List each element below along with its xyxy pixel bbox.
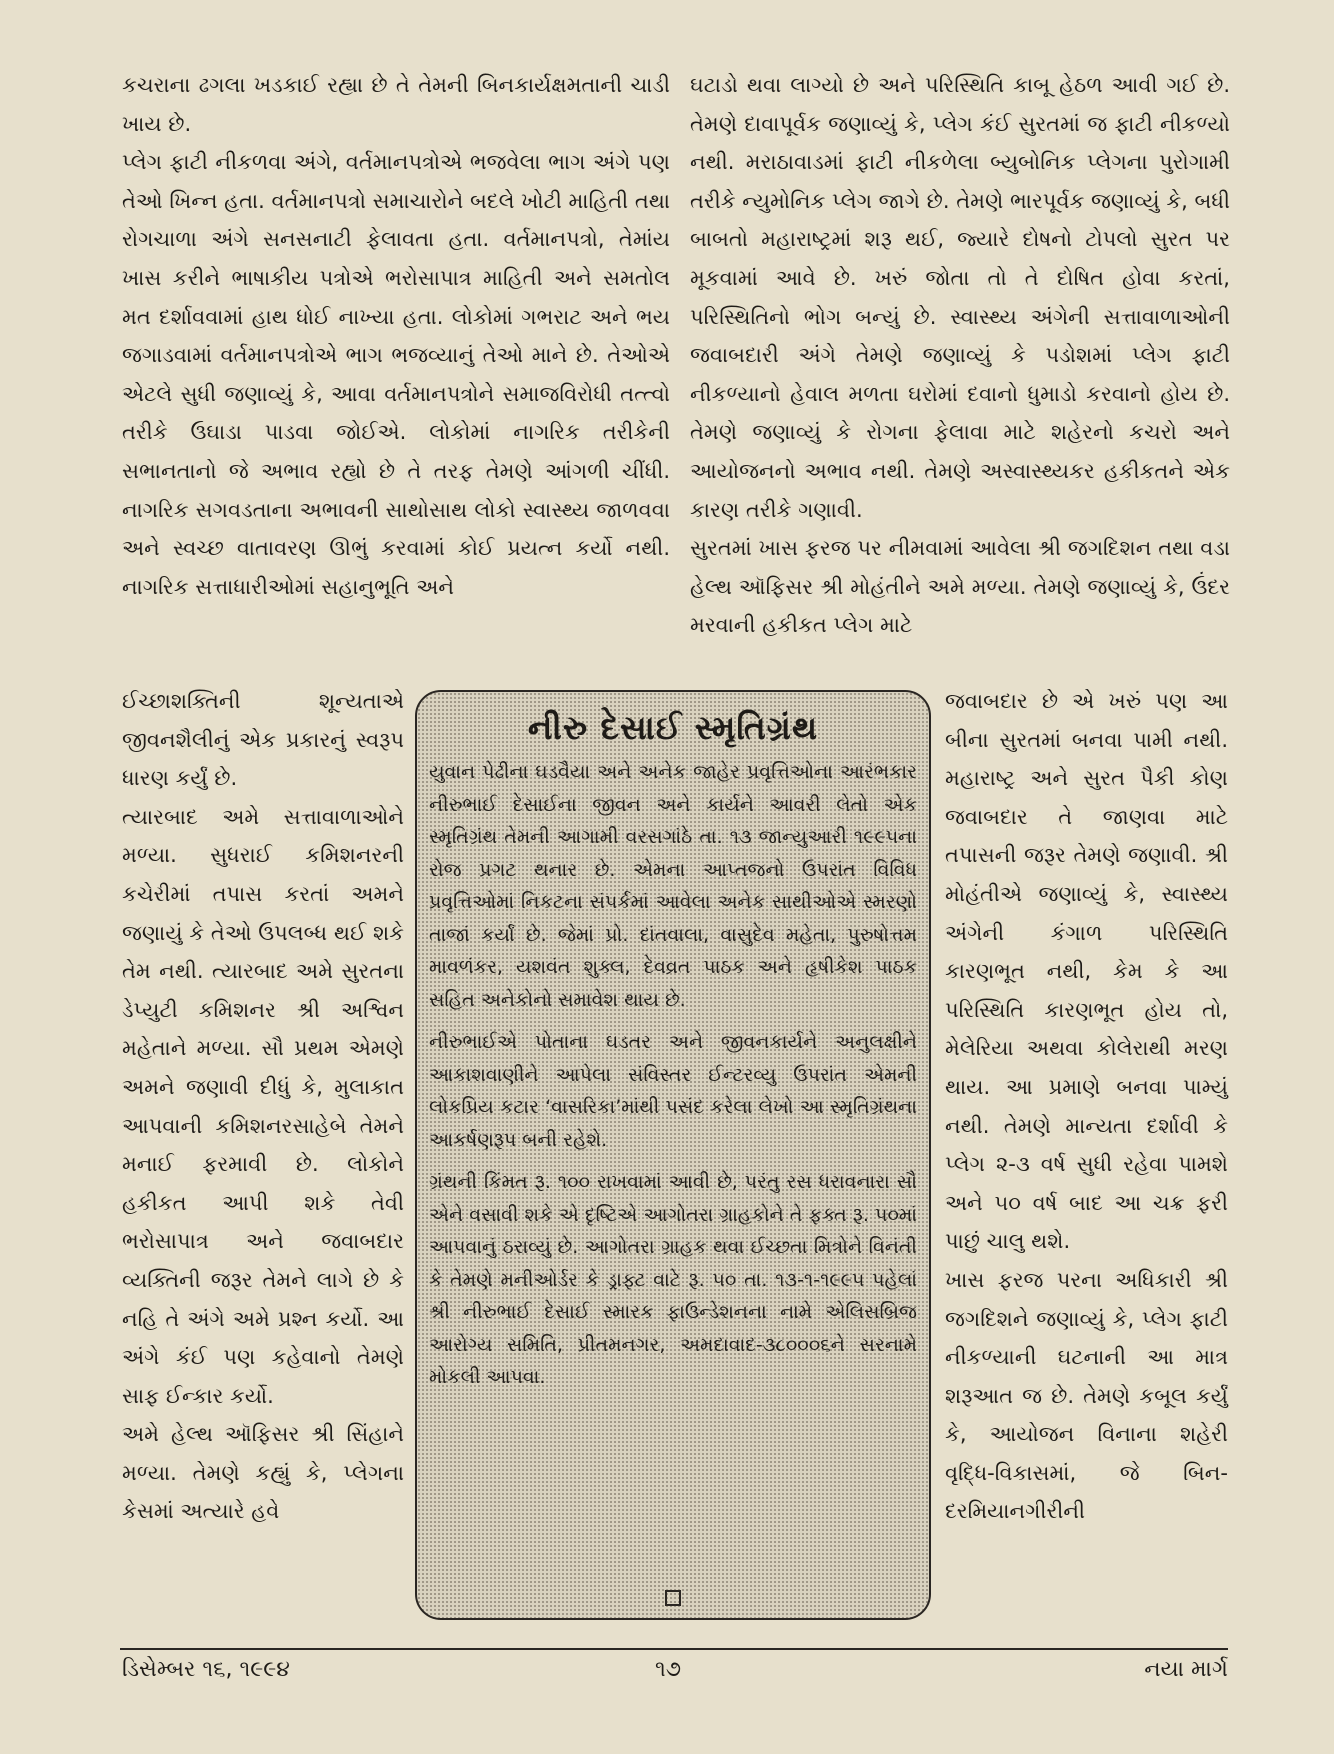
announcement-paragraph-2: નીરુભાઈએ પોતાના ઘડતર અને જીવનકાર્યને અનુલક્ષીને આકાશવાણીને આપેલા સંવિસ્તર ઈન્ટરવ્યુ ઉપરાંત એમની લોકપ્રિય કટાર ‘વાસરિકા’માંથી પસંદ કરેલા લેખો આ સ્મૃતિગ્રંથના આકર્ષણરૂપ બની રહેશે. [429,1031,917,1151]
page-number: ૧૭ [655,1657,682,1682]
footer-date: ડિસેમ્બર ૧૬, ૧૯૯૪ [122,1657,290,1682]
announcement-paragraph-1: યુવાન પેઢીના ઘડવૈયા અને અનેક જાહેર પ્રવૃત્તિઓના આરંભકાર નીરુભાઈ દેસાઈના જીવન અને કાર્યને આવરી લેતો એક સ્મૃતિગ્રંથ તેમની આગામી વરસગાંઠે તા. ૧૩ જાન્યુઆરી ૧૯૯૫ના રોજ પ્રગટ થનાર છે. એમના આપ્તજનો ઉપરાંત વિવિધ પ્રવૃત્તિઓમાં નિકટના સંપર્કમાં આવેલા અનેક સાથીઓએ સ્મરણો તાજાં કર્યાં છે. જેમાં પ્રો. દાંતવાલા, વાસુદેવ મહેતા, પુરુષોત્તમ માવળંકર, યશવંત શુક્લ, દેવવ્રત પાઠક અને હૃષીકેશ પાઠક સહિત અનેકોનો સમાવેશ થાય છે. [429,761,917,1011]
article-column-left-top: કચરાના ઢગલા ખડકાઈ રહ્યા છે તે તેમની બિનકાર્યક્ષમતાની ચાડી ખાય છે. પ્લેગ ફાટી નીકળવા અંગે, વર્તમાનપત્રોએ ભજવેલા ભાગ અંગે પણ તેઓ ખિન્ન હતા. વર્તમાનપત્રો સમાચારોને બદલે ખોટી માહિતી તથા રોગચાળા અંગે સનસનાટી ફેલાવતા હતા. વર્તમાનપત્રો, તેમાંય ખાસ કરીને ભાષાકીય પત્રોએ ભરોસાપાત્ર માહિતી અને સમતોલ મત દર્શાવવામાં હાથ ધોઈ નાખ્યા હતા. લોકોમાં ગભરાટ અને ભય જગાડવામાં વર્તમાનપત્રોએ ભાગ ભજવ્યાનું તેઓ માને છે. તેઓએ એટલે સુધી જણાવ્યું કે, આવા વર્તમાનપત્રોને સમાજવિરોધી તત્ત્વો તરીકે ઉઘાડા પાડવા જોઈએ. લોકોમાં નાગરિક તરીકેની સભાનતાનો જે અભાવ રહ્યો છે તે તરફ તેમણે આંગળી ચીંધી. નાગરિક સગવડતાના અભાવની સાથોસાથ લોકો સ્વાસ્થ્ય જાળવવા અને સ્વચ્છ વાતાવરણ ઊભું કરવામાં કોઈ પ્રયત્ન કર્યો નથી. નાગરિક સત્તાધારીઓમાં સહાનુભૂતિ અને [122,73,670,599]
article-column-right-narrow: જવાબદાર છે એ ખરું પણ આ બીના સુરતમાં બનવા પામી નથી. મહારાષ્ટ્ર અને સુરત પૈકી કોણ જવાબદાર તે જાણવા માટે તપાસની જરૂર તેમણે જણાવી. શ્રી મોહંતીએ જણાવ્યું કે, સ્વાસ્થ્ય અંગેની કંગાળ પરિસ્થિતિ કારણભૂત નથી, કેમ કે આ પરિસ્થિતિ કારણભૂત હોય તો, મેલેરિયા અથવા કોલેરાથી મરણ થાય. આ પ્રમાણે બનવા પામ્યું નથી. તેમણે માન્યતા દર્શાવી કે પ્લેગ ૨-૩ વર્ષ સુધી રહેવા પામશે અને ૫૦ વર્ષ બાદ આ ચક્ર ફરી પાછું ચાલુ થશે. ખાસ ફરજ પરના અધિકારી શ્રી જગદિશને જણાવ્યું કે, પ્લેગ ફાટી નીકળ્યાની ઘટનાની આ માત્ર શરૂઆત જ છે. તેમણે કબૂલ કર્યું કે, આયોજન વિનાના શહેરી વૃદ્ધિ-વિકાસમાં, જે બિન-દરમિયાનગીરીની [945,689,1228,1524]
end-mark-icon [665,1590,681,1606]
article-column-left-narrow: ઈચ્છાશક્તિની શૂન્યતાએ જીવનશૈલીનું એક પ્રકારનું સ્વરૂપ ધારણ કર્યું છે. ત્યારબાદ અમે સત્તાવાળાઓને મળ્યા. સુધરાઈ કમિશનરની કચેરીમાં તપાસ કરતાં અમને જણાયું કે તેઓ ઉપલબ્ધ થઈ શકે તેમ નથી. ત્યારબાદ અમે સુરતના ડેપ્યુટી કમિશનર શ્રી અશ્વિન મહેતાને મળ્યા. સૌ પ્રથમ એમણે અમને જણાવી દીધું કે, મુલાકાત આપવાની કમિશનરસાહેબે તેમને મનાઈ ફરમાવી છે. લોકોને હકીકત આપી શકે તેવી ભરોસાપાત્ર અને જવાબદાર વ્યક્તિની જરૂર તેમને લાગે છે કે નહિ તે અંગે અમે પ્રશ્ન કર્યો. આ અંગે કંઈ પણ કહેવાનો તેમણે સાફ ઈન્કાર કર્યો. અમે હેલ્થ ઑફિસર શ્રી સિંહાને મળ્યા. તેમણે કહ્યું કે, પ્લેગના કેસમાં અત્યારે હવે [122,689,404,1524]
footer-divider [120,1648,1228,1650]
magazine-name: નયા માર્ગ [1144,1657,1228,1682]
announcement-box [415,690,931,1620]
article-column-right-top: ઘટાડો થવા લાગ્યો છે અને પરિસ્થિતિ કાબૂ હેઠળ આવી ગઈ છે. તેમણે દાવાપૂર્વક જણાવ્યું કે, પ્લેગ કંઈ સુરતમાં જ ફાટી નીકળ્યો નથી. મરાઠાવાડમાં ફાટી નીકળેલા બ્યુબોનિક પ્લેગના પુરોગામી તરીકે ન્યુમોનિક પ્લેગ જાગે છે. તેમણે ભારપૂર્વક જણાવ્યું કે, બધી બાબતો મહારાષ્ટ્રમાં શરૂ થઈ, જ્યારે દોષનો ટોપલો સુરત પર મૂકવામાં આવે છે. ખરું જોતા તો તે દોષિત હોવા કરતાં, પરિસ્થિતિનો ભોગ બન્યું છે. સ્વાસ્થ્ય અંગેની સત્તાવાળાઓની જવાબદારી અંગે તેમણે જણાવ્યું કે પડોશમાં પ્લેગ ફાટી નીકળ્યાનો હેવાલ મળતા ઘરોમાં દવાનો ધુમાડો કરવાનો હોય છે. તેમણે જણાવ્યું કે રોગના ફેલાવા માટે શહેરનો કચરો અને આયોજનનો અભાવ નથી. તેમણે અસ્વાસ્થ્યકર હકીકતને એક કારણ તરીકે ગણાવી. સુરતમાં ખાસ ફરજ પર નીમવામાં આવેલા શ્રી જગદિશન તથા વડા હેલ્થ ઑફિસર શ્રી મોહંતીને અમે મળ્યા. તેમણે જણાવ્યું કે, ઉંદર મરવાની હકીકત પ્લેગ માટે [690,73,1230,638]
announcement-title: નીરુ દેસાઈ સ્મૃતિગ્રંથ [527,708,819,747]
announcement-paragraph-3: ગ્રંથની કિંમત રૂ. ૧૦૦ રાખવામાં આવી છે, પરંતુ રસ ધરાવનારા સૌ એને વસાવી શકે એ દૃષ્ટિએ આગોતરા ગ્રાહકોને તે ફક્ત રૂ. ૫૦માં આપવાનું ઠરાવ્યું છે. આગોતરા ગ્રાહક થવા ઈચ્છતા મિત્રોને વિનંતી કે તેમણે મનીઓર્ડર કે ડ્રાફ્ટ વાટે રૂ. ૫૦ તા. ૧૩-૧-૧૯૯૫ પહેલાં શ્રી નીરુભાઈ દેસાઈ સ્મારક ફાઉન્ડેશનના નામે એલિસબ્રિજ આરોગ્ય સમિતિ, પ્રીતમનગર, અમદાવાદ-૩૮૦૦૦૬ને સરનામે મોકલી આપવા. [429,1171,917,1388]
